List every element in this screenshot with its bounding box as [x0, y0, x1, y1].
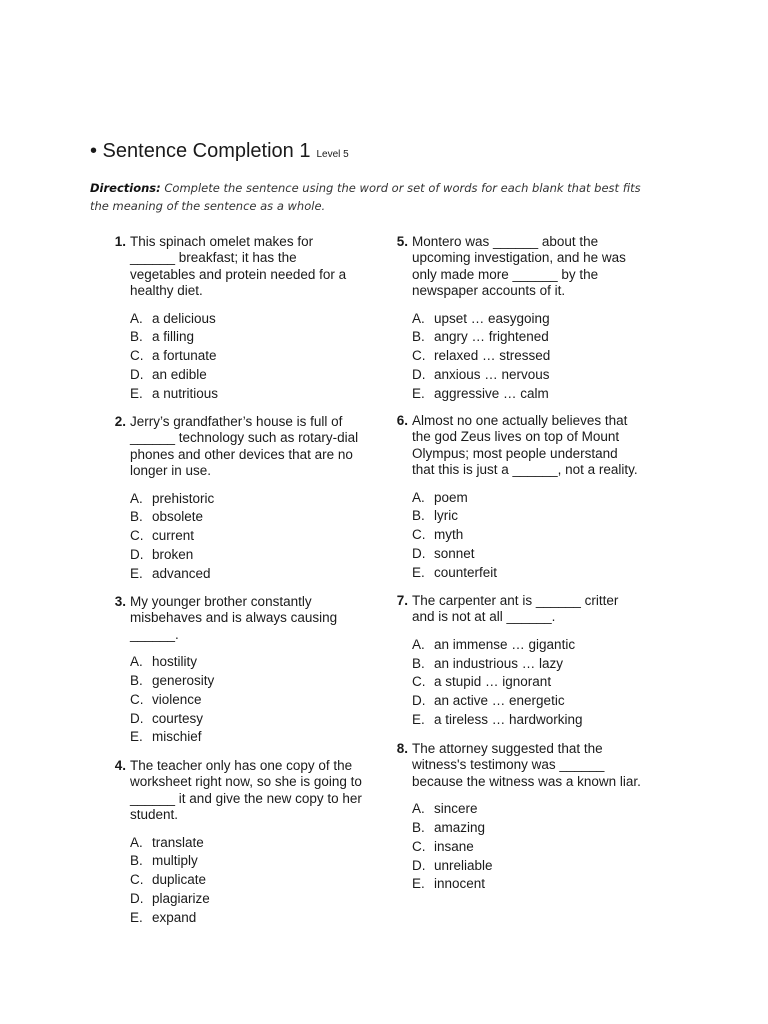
question-2 [114, 414, 370, 584]
option-letter: B. [412, 508, 425, 524]
option-letter: B. [412, 820, 425, 836]
option-text: an industrious … lazy [434, 655, 564, 671]
option-text: a fortunate [152, 348, 217, 364]
option-e [412, 711, 642, 730]
question-stem: The teacher only has one copy of the worksheet right now, so she is going to ______ it and give the new copy to her student. [130, 758, 362, 823]
question-stem: The attorney suggested that the witness's testimony was ______ because the witness was a known liar. [412, 741, 641, 789]
option-e [412, 564, 642, 583]
option-text: prehistoric [152, 490, 215, 506]
question-stem: Jerry’s grandfather’s house is full of ______ technology such as rotary-dial phones and other devices that are no longer in use. [130, 414, 359, 479]
option-letter: D. [412, 367, 426, 383]
option-c [130, 527, 370, 546]
option-letter: E. [412, 564, 425, 580]
option-letter: A. [130, 834, 143, 850]
question-6 [396, 413, 642, 583]
option-b [412, 655, 642, 674]
question-1 [114, 234, 360, 404]
answer-options [130, 310, 360, 404]
option-text: an edible [152, 367, 207, 383]
question-number: 8. [396, 741, 408, 756]
option-letter: D. [412, 693, 426, 709]
option-text: courtesy [152, 710, 204, 726]
option-c [412, 347, 652, 366]
question-stem: Almost no one actually believes that the god Zeus lives on top of Mount Olympus; most people understand that this is just a ______, not a reality. [412, 413, 638, 478]
option-text: a delicious [152, 310, 216, 326]
option-b [412, 328, 652, 347]
option-b [130, 508, 370, 527]
page-title [90, 140, 349, 163]
answer-options [412, 489, 642, 583]
option-a [130, 653, 360, 672]
answer-options [412, 636, 642, 730]
option-letter: A. [412, 636, 425, 652]
option-letter: B. [412, 655, 425, 671]
option-text: an immense … gigantic [434, 636, 576, 652]
option-text: a filling [152, 329, 195, 345]
option-text: lyric [434, 508, 458, 524]
option-d [412, 857, 657, 876]
directions [90, 179, 660, 215]
question-number: 1. [114, 234, 126, 249]
option-text: myth [434, 527, 464, 543]
option-letter: E. [130, 729, 143, 745]
option-e [412, 385, 652, 404]
option-e [130, 565, 370, 584]
option-text: relaxed … stressed [434, 348, 551, 364]
option-letter: A. [412, 310, 425, 326]
directions-label: Directions: [90, 181, 161, 195]
option-letter: A. [412, 801, 425, 817]
option-a [412, 636, 642, 655]
option-text: current [152, 528, 195, 544]
question-number: 4. [114, 758, 126, 773]
option-text: plagiarize [152, 891, 210, 907]
option-text: hostility [152, 654, 198, 670]
option-c [412, 526, 642, 545]
question-number: 3. [114, 594, 126, 609]
question-number: 7. [396, 593, 408, 608]
option-a [130, 310, 360, 329]
question-number: 5. [396, 234, 408, 249]
answer-options [412, 310, 652, 404]
option-text: violence [152, 691, 202, 707]
option-e [130, 728, 360, 747]
option-letter: B. [412, 329, 425, 345]
option-letter: C. [130, 872, 144, 888]
question-5 [396, 234, 652, 404]
question-8 [396, 741, 657, 894]
question-4 [114, 758, 365, 928]
option-a [412, 310, 652, 329]
option-text: anxious … nervous [434, 367, 550, 383]
question-number: 6. [396, 413, 408, 428]
option-letter: A. [130, 490, 143, 506]
answer-options [130, 834, 365, 928]
option-d [130, 366, 360, 385]
option-text: a nutritious [152, 385, 219, 401]
option-text: an active … energetic [434, 693, 565, 709]
title-text: • Sentence Completion 1 [90, 140, 311, 162]
option-text: multiply [152, 853, 198, 869]
option-d [130, 546, 370, 565]
question-stem: The carpenter ant is ______ critter and is not at all ______. [412, 593, 619, 625]
question-3 [114, 594, 360, 747]
option-d [412, 366, 652, 385]
option-a [130, 490, 370, 509]
option-a [412, 800, 657, 819]
option-c [130, 691, 360, 710]
option-c [412, 838, 657, 857]
option-letter: E. [130, 385, 143, 401]
option-b [412, 507, 642, 526]
option-letter: D. [412, 857, 426, 873]
option-letter: A. [412, 489, 425, 505]
option-text: counterfeit [434, 564, 498, 580]
option-text: angry … frightened [434, 329, 549, 345]
option-e [130, 909, 365, 928]
option-text: sincere [434, 801, 478, 817]
option-letter: C. [130, 691, 144, 707]
question-number: 2. [114, 414, 126, 429]
option-text: aggressive … calm [434, 385, 549, 401]
option-letter: B. [130, 329, 143, 345]
option-d [130, 890, 365, 909]
option-a [130, 834, 365, 853]
question-7 [396, 593, 642, 730]
option-letter: B. [130, 509, 143, 525]
option-text: mischief [152, 729, 202, 745]
option-text: obsolete [152, 509, 204, 525]
option-b [130, 328, 360, 347]
option-text: insane [434, 838, 474, 854]
question-stem: My younger brother constantly misbehaves and is always causing ______. [130, 594, 338, 642]
option-text: expand [152, 909, 197, 925]
option-text: broken [152, 547, 194, 563]
question-stem: This spinach omelet makes for ______ breakfast; it has the vegetables and protein needed for a healthy diet. [130, 234, 347, 299]
option-letter: E. [412, 876, 425, 892]
option-letter: C. [412, 527, 426, 543]
option-text: sonnet [434, 546, 475, 562]
level-label: Level 5 [316, 149, 349, 160]
option-b [130, 852, 365, 871]
option-letter: C. [412, 838, 426, 854]
option-letter: B. [130, 853, 143, 869]
option-text: amazing [434, 820, 486, 836]
option-b [130, 672, 360, 691]
option-text: a stupid … ignorant [434, 674, 552, 690]
option-letter: C. [412, 674, 426, 690]
option-e [412, 875, 657, 894]
option-text: innocent [434, 876, 486, 892]
option-text: generosity [152, 673, 215, 689]
option-b [412, 819, 657, 838]
option-letter: E. [412, 712, 425, 727]
option-letter: C. [130, 528, 144, 544]
option-e [130, 385, 360, 404]
option-a [412, 489, 642, 508]
option-letter: E. [130, 565, 143, 581]
option-d [130, 710, 360, 729]
option-text: advanced [152, 565, 211, 581]
option-letter: A. [130, 310, 143, 326]
option-letter: A. [130, 654, 143, 670]
answer-options [130, 653, 360, 747]
option-text: upset … easygoing [434, 310, 550, 326]
answer-options [130, 490, 370, 584]
option-text: unreliable [434, 857, 493, 873]
option-text: poem [434, 489, 468, 505]
option-letter: B. [130, 673, 143, 689]
option-letter: C. [130, 348, 144, 364]
option-text: duplicate [152, 872, 207, 888]
question-stem: Montero was ______ about the upcoming investigation, and he was only made more ______ by the newspaper accounts of it. [412, 234, 626, 299]
option-text: a tireless … hardworking [434, 712, 583, 727]
option-d [412, 692, 642, 711]
option-d [412, 545, 642, 564]
option-letter: D. [130, 891, 144, 907]
option-letter: D. [130, 367, 144, 383]
directions-text: Complete the sentence using the word or set of words for each blank that best fits the meaning of the sentence as a whole. [90, 181, 641, 213]
answer-options [412, 800, 657, 894]
option-text: translate [152, 834, 204, 850]
option-c [130, 871, 365, 890]
option-c [412, 673, 642, 692]
option-letter: D. [130, 710, 144, 726]
option-letter: D. [412, 546, 426, 562]
option-letter: D. [130, 547, 144, 563]
option-letter: E. [412, 385, 425, 401]
option-letter: C. [412, 348, 426, 364]
option-letter: E. [130, 909, 143, 925]
option-c [130, 347, 360, 366]
